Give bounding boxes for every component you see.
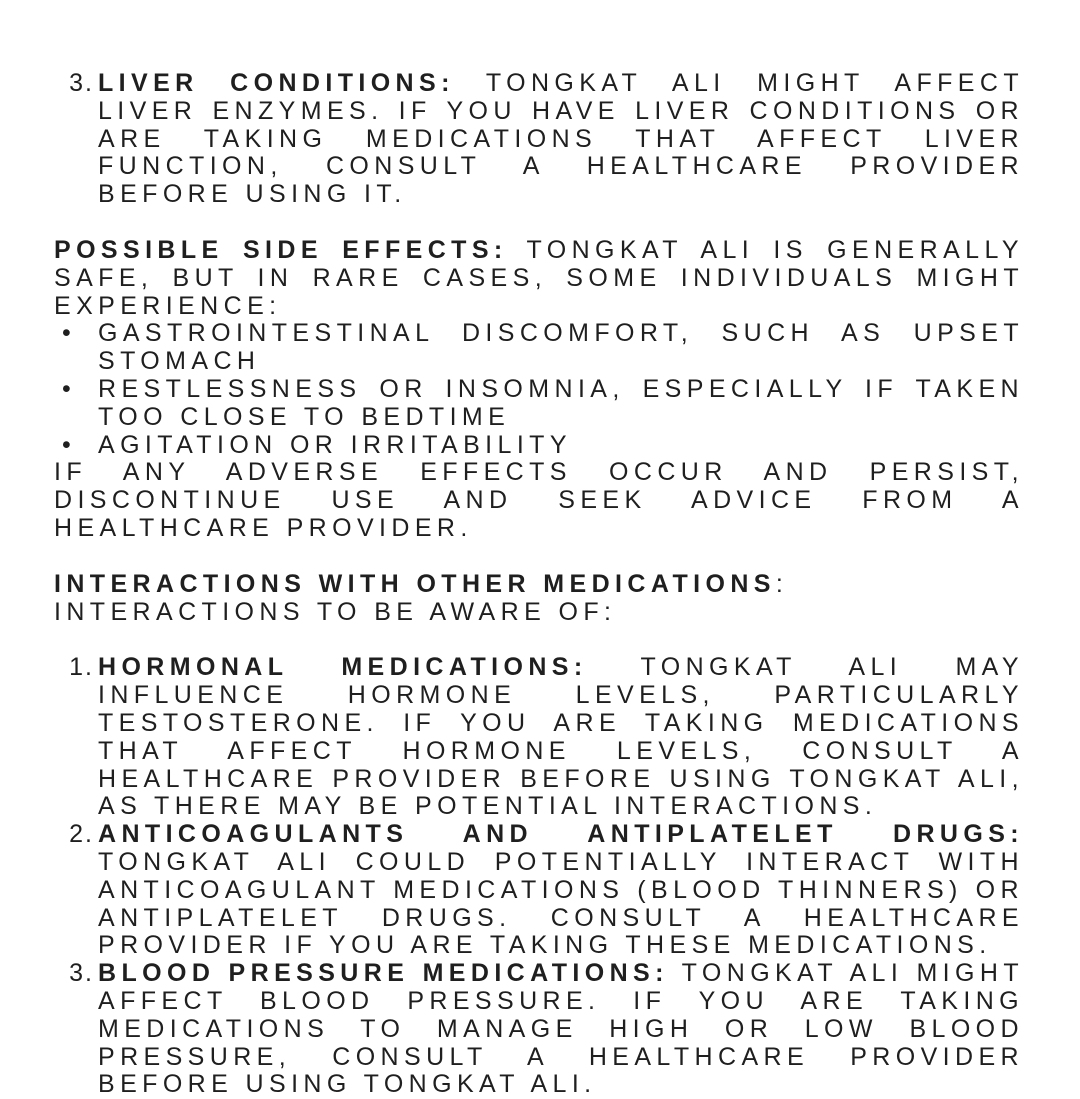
item-body: TONGKAT ALI COULD POTENTIALLY INTERACT WITH ANTICOAGULANT MEDICATIONS (BLOOD THINNERS) OR ANTIPLATELET DRUGS. CONSULT A HEALTHCARE PROVIDER IF YOU ARE TAKING THESE MEDICATIONS. (98, 847, 1024, 960)
item-heading: HORMONAL MEDICATIONS: (98, 653, 588, 682)
interaction-item-anticoagulants (54, 821, 1024, 960)
interactions-intro: INTERACTIONS TO BE AWARE OF: (54, 597, 617, 626)
side-effects-outro: IF ANY ADVERSE EFFECTS OCCUR AND PERSIST, DISCONTINUE USE AND SEEK ADVICE FROM A HEALTHCARE PROVIDER. (54, 458, 1024, 542)
list-number: 1. (69, 653, 94, 682)
bullet-text: AGITATION OR IRRITABILITY (98, 430, 572, 459)
item-heading: BLOOD PRESSURE MEDICATIONS: (98, 959, 669, 988)
interaction-item-blood-pressure (54, 960, 1024, 1099)
item-body: TONGKAT ALI MIGHT AFFECT BLOOD PRESSURE. IF YOU ARE TAKING MEDICATIONS TO MANAGE HIGH OR LOW BLOOD PRESSURE, CONSULT A HEALTHCARE PROVIDER BEFORE USING TONGKAT ALI. (98, 959, 1024, 1099)
interaction-item-hormonal (54, 654, 1024, 821)
spacer (54, 209, 1024, 237)
bullet-text: RESTLESSNESS OR INSOMNIA, ESPECIALLY IF TAKEN TOO CLOSE TO BEDTIME (98, 374, 1024, 431)
list-item-text (98, 654, 1024, 821)
bullet-icon: • (62, 319, 71, 348)
bullet-text: GASTROINTESTINAL DISCOMFORT, SUCH AS UPSET STOMACH (98, 319, 1024, 376)
document-page (54, 70, 1024, 1099)
item-heading: LIVER CONDITIONS: (98, 69, 455, 97)
section-heading: INTERACTIONS WITH OTHER MEDICATIONS (54, 569, 776, 598)
bullet-icon: • (62, 374, 71, 403)
interactions-heading (54, 571, 1024, 599)
list-number: 2. (69, 820, 94, 849)
list-item-text (98, 960, 1024, 1099)
section-heading: POSSIBLE SIDE EFFECTS: (54, 235, 508, 264)
list-number: 3. (69, 959, 94, 988)
heading-colon: : (775, 569, 789, 598)
list-number: 3. (69, 69, 94, 97)
bullet-item (54, 320, 1024, 376)
item-body: TONGKAT ALI MIGHT AFFECT LIVER ENZYMES. IF YOU HAVE LIVER CONDITIONS OR ARE TAKING MEDICATIONS THAT AFFECT LIVER FUNCTION, CONSULT A HEALTHCARE PROVIDER BEFORE USING IT. (98, 69, 1024, 209)
spacer (54, 626, 1024, 654)
list-item-text (98, 821, 1024, 960)
spacer (54, 543, 1024, 571)
liver-conditions-item (54, 70, 1024, 209)
bullet-icon: • (62, 430, 71, 459)
list-item-text (98, 70, 1024, 209)
bullet-item (54, 432, 1024, 460)
item-heading: ANTICOAGULANTS AND ANTIPLATELET DRUGS: (98, 820, 1024, 849)
side-effects-paragraph (54, 237, 1024, 320)
bullet-item (54, 376, 1024, 432)
section-intro: TONGKAT ALI IS GENERALLY SAFE, BUT IN RARE CASES, SOME INDIVIDUALS MIGHT EXPERIENCE: (54, 235, 1024, 320)
item-body: TONGKAT ALI MAY INFLUENCE HORMONE LEVELS, PARTICULARLY TESTOSTERONE. IF YOU ARE TAKING MEDICATIONS THAT AFFECT HORMONE LEVELS, CONSULT A HEALTHCARE PROVIDER BEFORE USING TONGKAT ALI, AS THERE MAY BE POTENTIAL INTERACTIONS. (98, 653, 1024, 821)
